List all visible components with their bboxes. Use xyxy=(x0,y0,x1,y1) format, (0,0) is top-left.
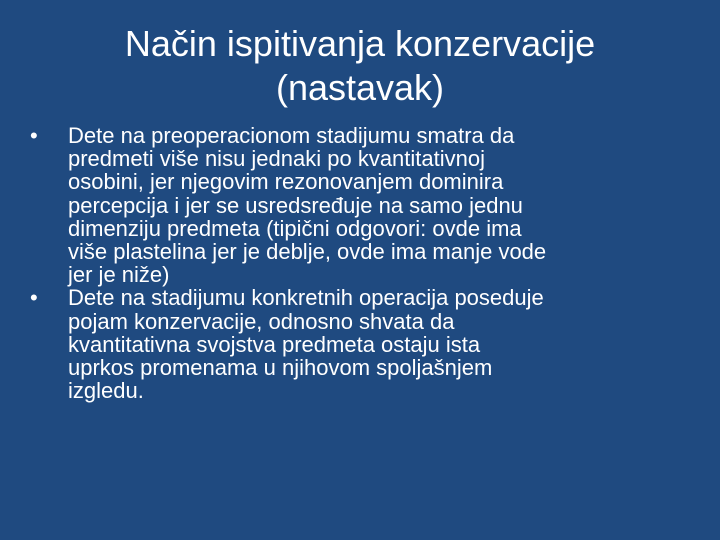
bullet-line: osobini, jer njegovim rezonovanjem dominira xyxy=(68,169,504,195)
bullet-line: Dete na stadijumu konkretnih operacija poseduje xyxy=(68,285,544,311)
bullet-line: jer je niže) xyxy=(68,262,170,288)
bullet-line: više plastelina jer je deblje, ovde ima manje vode xyxy=(68,239,547,265)
bullet-line: pojam konzervacije, odnosno shvata da xyxy=(68,308,455,334)
bullet-line: kvantitativna svojstva predmeta ostaju ista xyxy=(68,331,481,357)
bullet-line: dimenziju predmeta (tipični odgovori: ovde ima xyxy=(68,215,522,241)
bullet-text xyxy=(68,124,690,286)
bullet-item-concrete-operations xyxy=(30,286,690,402)
bullet-line: Dete na preoperacionom stadijumu smatra da xyxy=(68,123,515,148)
bullet-text xyxy=(68,286,690,402)
slide-title-line-2: (nastavak) xyxy=(275,67,445,108)
bullet-line: izgledu. xyxy=(68,378,144,404)
bullet-dot-icon: • xyxy=(30,123,38,148)
bullet-line: predmeti više nisu jednaki po kvantitativnoj xyxy=(68,146,486,172)
bullet-list xyxy=(30,124,690,402)
slide-title-line-1: Način ispitivanja konzervacije xyxy=(124,23,596,64)
bullet-line: percepcija i jer se usredsređuje na samo jednu xyxy=(68,192,523,218)
bullet-item-preoperational xyxy=(30,124,690,286)
bullet-line: uprkos promenama u njihovom spoljašnjem xyxy=(68,355,493,381)
slide-title xyxy=(40,22,680,110)
bullet-dot-icon: • xyxy=(30,285,38,311)
